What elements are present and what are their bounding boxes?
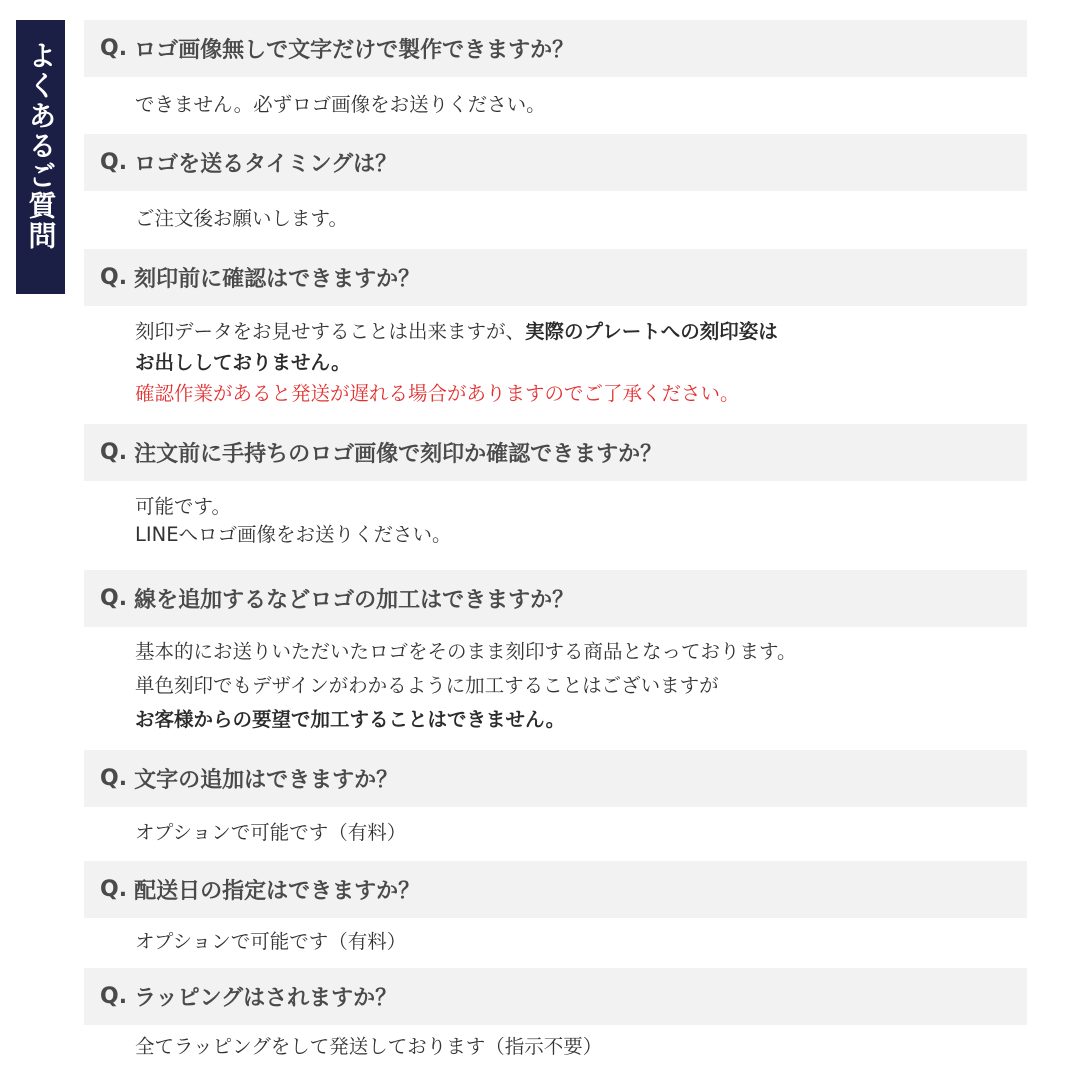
faq-question bbox=[84, 424, 1027, 481]
q-prefix: Q. bbox=[100, 766, 128, 791]
q-prefix: Q. bbox=[100, 877, 128, 902]
answer-line: 単色刻印でもデザインがわかるように加工することはございますが bbox=[135, 674, 719, 697]
faq-question bbox=[84, 861, 1027, 918]
answer-line: オプションで可能です（有料） bbox=[135, 930, 407, 953]
q-prefix: Q. bbox=[100, 265, 128, 290]
answer-line-bold: お出ししておりません。 bbox=[135, 351, 351, 374]
faq-side-label bbox=[16, 20, 65, 294]
question-text: ロゴ画像無しで文字だけで製作できますか？ bbox=[134, 38, 575, 63]
faq-answer bbox=[84, 191, 1027, 234]
question-text: ロゴを送るタイミングは？ bbox=[134, 152, 398, 177]
answer-line: 基本的にお送りいただいたロゴをそのまま刻印する商品となっております。 bbox=[135, 640, 797, 663]
faq-answer bbox=[84, 627, 1027, 737]
answer-line: ご注文後お願いします。 bbox=[135, 207, 348, 230]
answer-line: LINEへロゴ画像をお送りください。 bbox=[135, 523, 452, 546]
answer-text: 刻印データをお見せすることは出来ますが、 bbox=[135, 320, 526, 343]
answer-line: オプションで可能です（有料） bbox=[135, 821, 407, 844]
answer-text-bold: 実際のプレートへの刻印姿は bbox=[525, 320, 778, 343]
answer-line-warning: 確認作業があると発送が遅れる場合がありますのでご了承ください。 bbox=[135, 382, 740, 405]
question-text: ラッピングはされますか？ bbox=[134, 986, 398, 1011]
faq-answer bbox=[84, 481, 1027, 549]
faq-item-3 bbox=[84, 249, 1027, 409]
q-prefix: Q. bbox=[100, 440, 128, 465]
faq-question bbox=[84, 968, 1027, 1025]
answer-line: 全てラッピングをして発送しております（指示不要） bbox=[135, 1035, 603, 1058]
faq-answer bbox=[84, 807, 1027, 848]
faq-side-label-text: よくあるご質問 bbox=[24, 41, 58, 251]
question-text: 配送日の指定はできますか？ bbox=[134, 879, 421, 904]
faq-item-2 bbox=[84, 134, 1027, 234]
faq-question bbox=[84, 20, 1027, 77]
question-text: 線を追加するなどロゴの加工はできますか？ bbox=[134, 588, 575, 613]
answer-line: 可能です。 bbox=[135, 495, 231, 518]
faq-item-6 bbox=[84, 750, 1027, 848]
q-prefix: Q. bbox=[100, 150, 128, 175]
faq-question bbox=[84, 570, 1027, 627]
q-prefix: Q. bbox=[100, 984, 128, 1009]
faq-answer bbox=[84, 306, 1027, 409]
faq-item-5 bbox=[84, 570, 1027, 737]
faq-question bbox=[84, 750, 1027, 807]
faq-answer bbox=[84, 1025, 1027, 1062]
answer-line: できません。必ずロゴ画像をお送りください。 bbox=[135, 93, 546, 116]
faq-question bbox=[84, 249, 1027, 306]
faq-item-7 bbox=[84, 861, 1027, 957]
question-text: 文字の追加はできますか？ bbox=[134, 768, 399, 793]
faq-item-1 bbox=[84, 20, 1027, 120]
faq-item-4 bbox=[84, 424, 1027, 549]
faq-answer bbox=[84, 77, 1027, 120]
q-prefix: Q. bbox=[100, 586, 128, 611]
faq-answer bbox=[84, 918, 1027, 957]
question-text: 注文前に手持ちのロゴ画像で刻印か確認できますか？ bbox=[134, 442, 663, 467]
faq-item-8 bbox=[84, 968, 1027, 1062]
answer-line bbox=[135, 316, 1027, 347]
question-text: 刻印前に確認はできますか？ bbox=[134, 267, 421, 292]
q-prefix: Q. bbox=[100, 36, 128, 61]
answer-line-bold: お客様からの要望で加工することはできません。 bbox=[135, 708, 566, 731]
faq-question bbox=[84, 134, 1027, 191]
